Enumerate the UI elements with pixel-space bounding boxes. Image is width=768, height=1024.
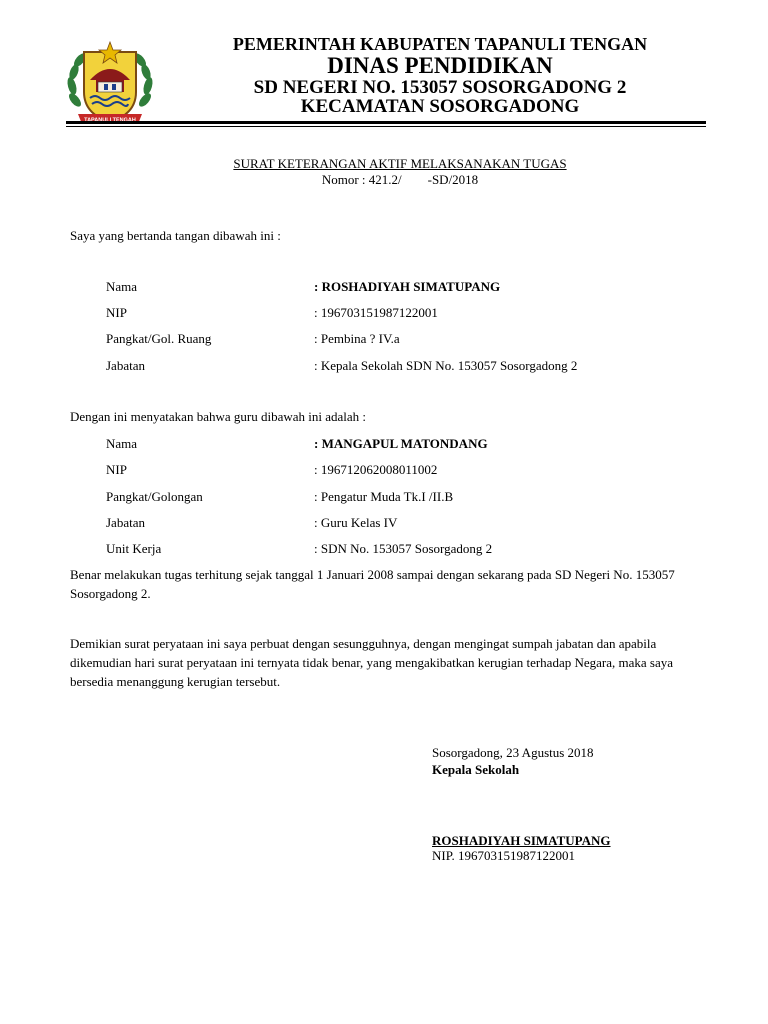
teacher-value-unit: : SDN No. 153057 Sosorgadong 2 bbox=[314, 541, 493, 556]
letterhead-rule-thin bbox=[66, 126, 706, 127]
paragraph-service: Benar melakukan tugas terhitung sejak tanggal 1 Januari 2008 sampai dengan sekarang pada SD Negeri No. 153057 Sosorgadong 2. bbox=[70, 567, 675, 601]
teacher-label-name: Nama bbox=[106, 436, 138, 451]
teacher-label-rank: Pangkat/Golongan bbox=[106, 489, 203, 504]
letterhead-district: KECAMATAN SOSORGADONG bbox=[300, 96, 580, 117]
letterhead-office: DINAS PENDIDIKAN bbox=[327, 53, 553, 78]
letterhead-rule-thick bbox=[66, 121, 706, 124]
signature-nip: NIP. 196703151987122001 bbox=[432, 848, 576, 863]
teacher-label-position: Jabatan bbox=[106, 515, 145, 530]
letter-title: SURAT KETERANGAN AKTIF MELAKSANAKAN TUGAS bbox=[233, 156, 567, 171]
signer-label-rank: Pangkat/Gol. Ruang bbox=[106, 331, 212, 346]
statement-intro: Dengan ini menyatakan bahwa guru dibawah ini adalah : bbox=[70, 409, 367, 424]
teacher-label-unit: Unit Kerja bbox=[106, 541, 162, 556]
teacher-value-rank: : Pengatur Muda Tk.I /II.B bbox=[314, 489, 454, 504]
teacher-value-name: : MANGAPUL MATONDANG bbox=[314, 436, 488, 451]
letterhead-school: SD NEGERI NO. 153057 SOSORGADONG 2 bbox=[253, 77, 627, 98]
signer-label-name: Nama bbox=[106, 279, 138, 294]
signature-place-date: Sosorgadong, 23 Agustus 2018 bbox=[432, 745, 594, 760]
paragraph-closing: Demikian surat peryataan ini saya perbuat dengan sesungguhnya, dengan mengingat sumpah jabatan dan apabila dikemudian hari surat peryataan ini ternyata tidak benar, yang mengakibatkan kerugian terhadap Negara, maka saya bersedia menanggung kerugian tersebut. bbox=[70, 636, 674, 689]
regency-logo bbox=[60, 34, 160, 134]
signer-label-position: Jabatan bbox=[106, 358, 145, 373]
signature-position: Kepala Sekolah bbox=[432, 762, 520, 777]
teacher-label-nip: NIP bbox=[106, 462, 127, 477]
signer-value-name: : ROSHADIYAH SIMATUPANG bbox=[314, 279, 501, 294]
signer-value-nip: : 196703151987122001 bbox=[314, 305, 438, 320]
teacher-value-nip: : 196712062008011002 bbox=[314, 462, 438, 477]
signer-value-position: : Kepala Sekolah SDN No. 153057 Sosorgadong 2 bbox=[314, 358, 578, 373]
signer-value-rank: : Pembina ? IV.a bbox=[314, 331, 400, 346]
letterhead-government: PEMERINTAH KABUPATEN TAPANULI TENGAN bbox=[232, 34, 648, 54]
teacher-value-position: : Guru Kelas IV bbox=[314, 515, 398, 530]
signature-name: ROSHADIYAH SIMATUPANG bbox=[432, 833, 611, 848]
signer-label-nip: NIP bbox=[106, 305, 127, 320]
logo-ribbon-text: TAPANULI TENGAH bbox=[84, 117, 136, 124]
intro-text: Saya yang bertanda tangan dibawah ini : bbox=[70, 228, 281, 243]
letter-number: Nomor : 421.2/ -SD/2018 bbox=[321, 172, 479, 187]
